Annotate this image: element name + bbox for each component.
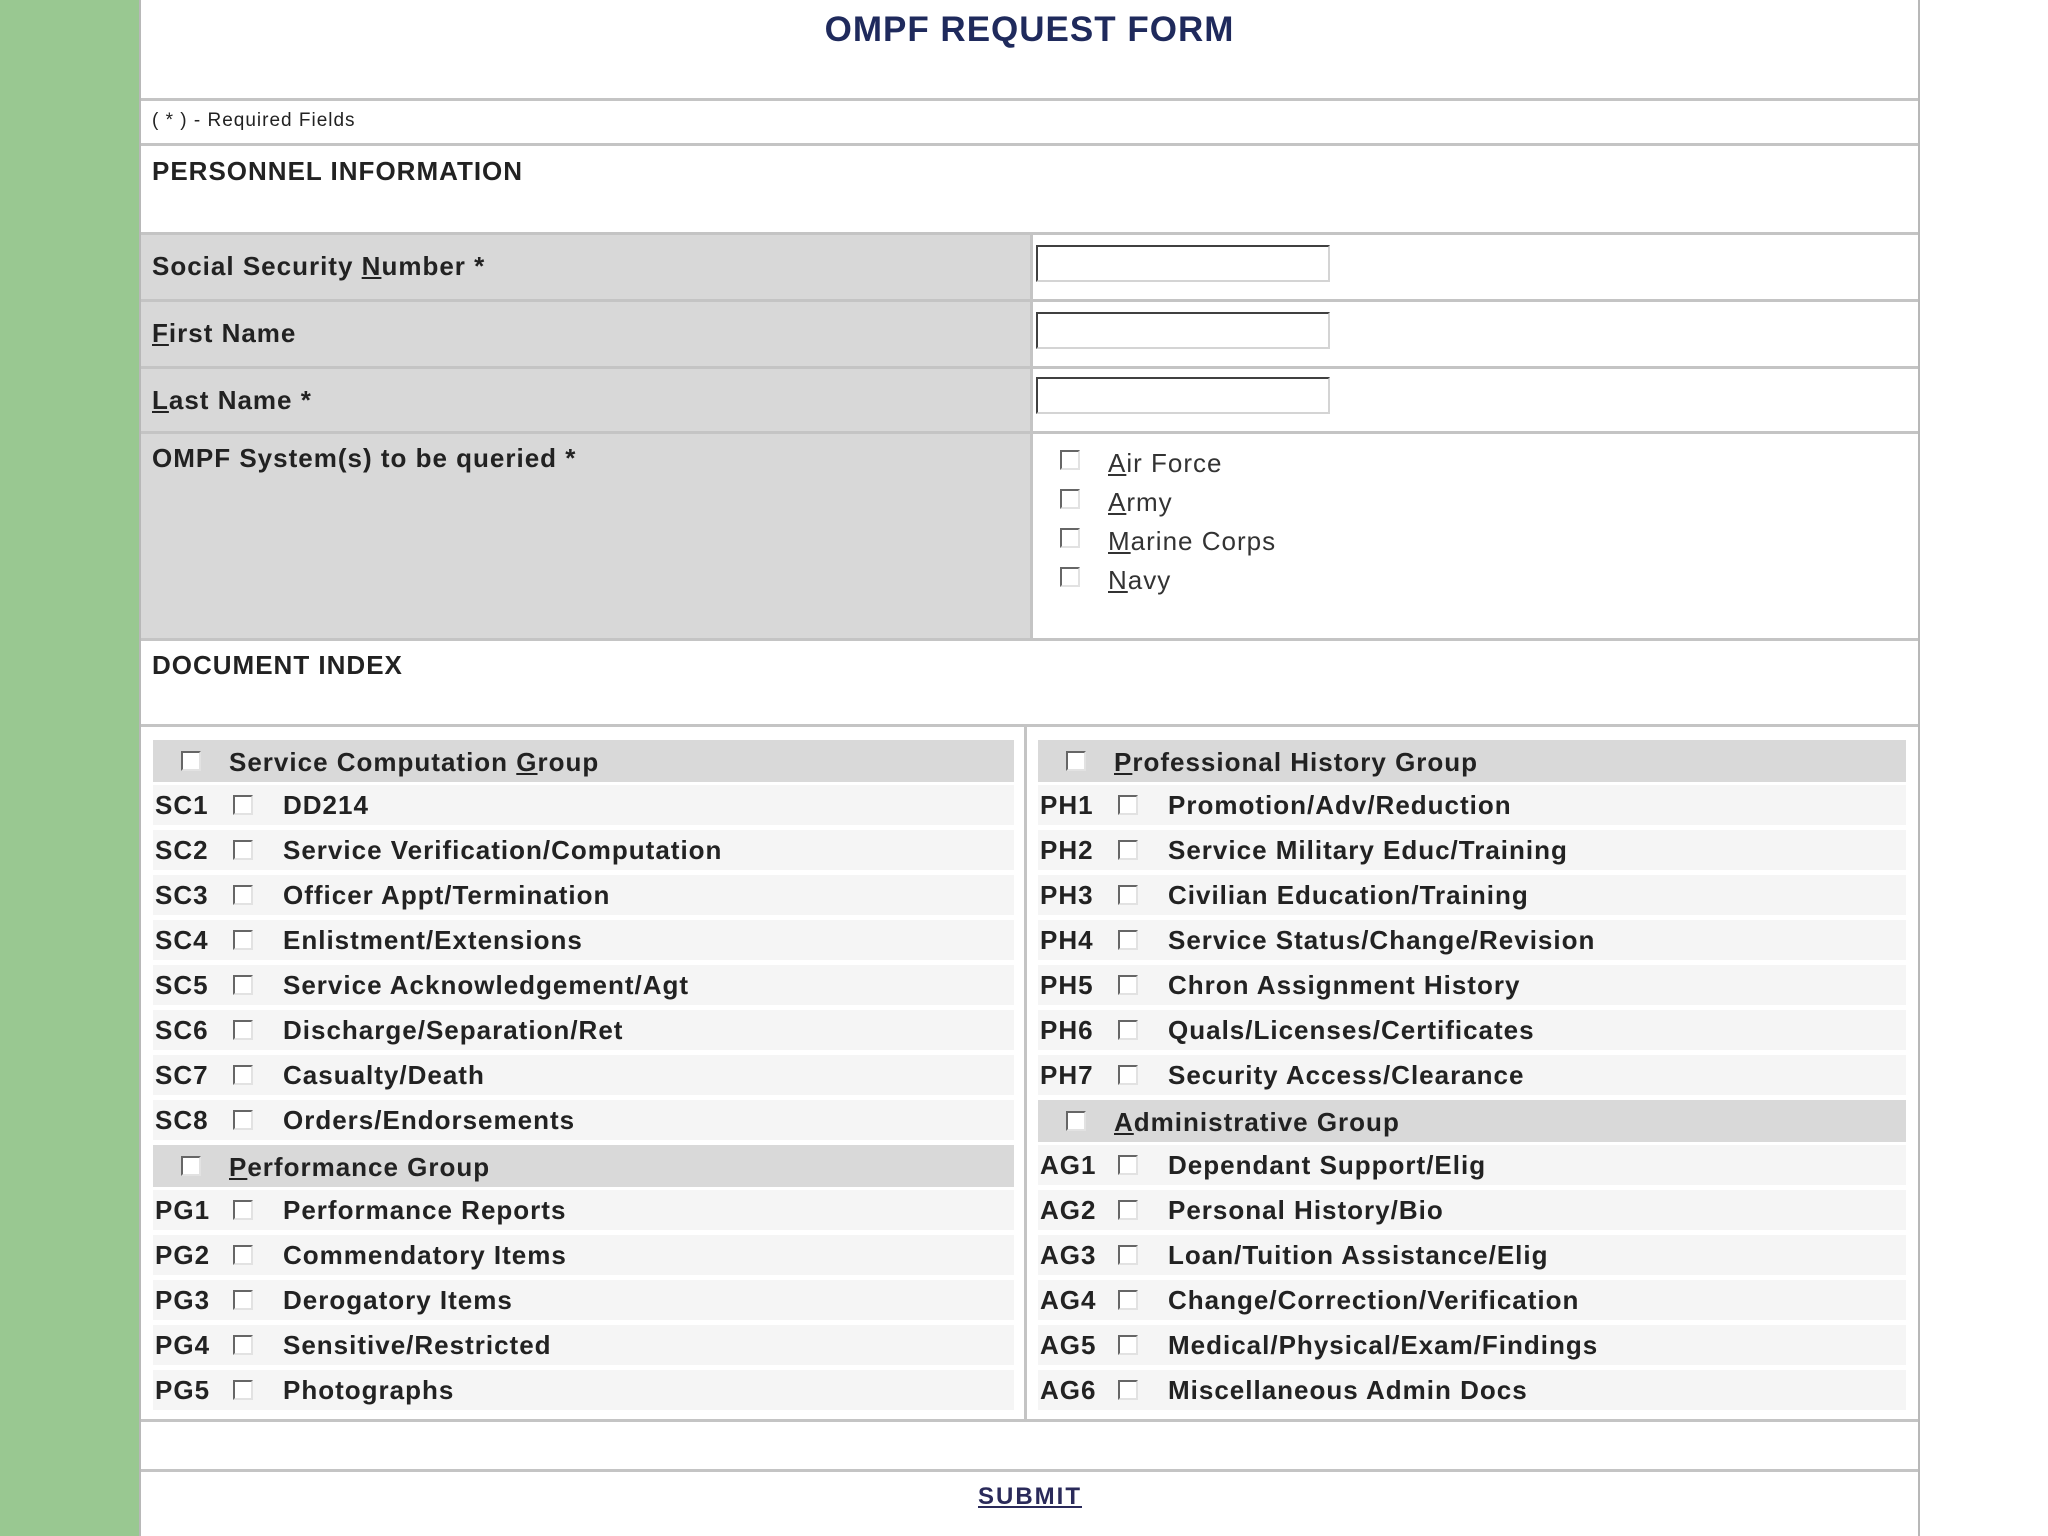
service-item-code: SC5 <box>155 970 209 1000</box>
service-item-checkbox[interactable] <box>233 1110 253 1130</box>
document-index-heading: DOCUMENT INDEX <box>152 650 403 680</box>
column-divider <box>1024 727 1027 1420</box>
army-label[interactable]: Army <box>1108 487 1173 517</box>
admin-item-checkbox[interactable] <box>1118 1155 1138 1175</box>
service-item-checkbox[interactable] <box>233 975 253 995</box>
professional-item-code: PH4 <box>1040 925 1094 955</box>
professional-item-checkbox[interactable] <box>1118 795 1138 815</box>
first-name-label: First Name <box>152 318 297 348</box>
performance-item-code: PG4 <box>155 1330 211 1360</box>
performance-item-checkbox[interactable] <box>233 1290 253 1310</box>
professional-item-label[interactable]: Security Access/Clearance <box>1168 1060 1525 1090</box>
ssn-input[interactable] <box>1036 245 1330 282</box>
left-green-margin <box>0 0 139 1536</box>
professional-history-group-checkbox[interactable] <box>1066 751 1086 771</box>
service-item-checkbox[interactable] <box>233 1020 253 1040</box>
admin-item-code: AG2 <box>1040 1195 1097 1225</box>
service-computation-group-checkbox[interactable] <box>181 751 201 771</box>
admin-item-code: AG6 <box>1040 1375 1097 1405</box>
divider <box>141 366 1918 369</box>
admin-item-checkbox[interactable] <box>1118 1200 1138 1220</box>
admin-item-code: AG3 <box>1040 1240 1097 1270</box>
performance-group-checkbox[interactable] <box>181 1156 201 1176</box>
admin-item-label[interactable]: Loan/Tuition Assistance/Elig <box>1168 1240 1549 1270</box>
performance-item-code: PG5 <box>155 1375 211 1405</box>
submit-button[interactable]: SUBMIT <box>960 1483 1100 1511</box>
professional-item-label[interactable]: Service Military Educ/Training <box>1168 835 1568 865</box>
army-checkbox[interactable] <box>1060 489 1080 509</box>
label-column-background <box>141 235 1030 639</box>
administrative-group-checkbox[interactable] <box>1066 1111 1086 1131</box>
performance-item-checkbox[interactable] <box>233 1200 253 1220</box>
professional-item-checkbox[interactable] <box>1118 1020 1138 1040</box>
divider <box>141 98 1918 101</box>
performance-item-label[interactable]: Photographs <box>283 1375 455 1405</box>
professional-history-group-label[interactable]: Professional History Group <box>1114 747 1479 777</box>
column-divider <box>1030 235 1033 639</box>
marine-corps-checkbox[interactable] <box>1060 528 1080 548</box>
service-item-label[interactable]: Enlistment/Extensions <box>283 925 583 955</box>
professional-item-label[interactable]: Quals/Licenses/Certificates <box>1168 1015 1535 1045</box>
professional-item-checkbox[interactable] <box>1118 1065 1138 1085</box>
admin-item-label[interactable]: Medical/Physical/Exam/Findings <box>1168 1330 1599 1360</box>
service-item-code: SC4 <box>155 925 209 955</box>
performance-item-label[interactable]: Sensitive/Restricted <box>283 1330 552 1360</box>
professional-item-checkbox[interactable] <box>1118 885 1138 905</box>
service-item-code: SC2 <box>155 835 209 865</box>
service-item-code: SC7 <box>155 1060 209 1090</box>
admin-item-checkbox[interactable] <box>1118 1335 1138 1355</box>
divider <box>141 299 1918 302</box>
professional-item-label[interactable]: Civilian Education/Training <box>1168 880 1529 910</box>
air-force-checkbox[interactable] <box>1060 450 1080 470</box>
last-name-label: Last Name * <box>152 385 312 415</box>
first-name-input[interactable] <box>1036 312 1330 349</box>
service-item-label[interactable]: Service Acknowledgement/Agt <box>283 970 690 1000</box>
divider <box>141 143 1918 146</box>
navy-checkbox[interactable] <box>1060 567 1080 587</box>
service-item-code: SC6 <box>155 1015 209 1045</box>
admin-item-code: AG1 <box>1040 1150 1097 1180</box>
service-item-code: SC8 <box>155 1105 209 1135</box>
admin-item-code: AG5 <box>1040 1330 1097 1360</box>
marine-corps-label[interactable]: Marine Corps <box>1108 526 1277 556</box>
service-item-checkbox[interactable] <box>233 795 253 815</box>
administrative-group-label[interactable]: Administrative Group <box>1114 1107 1400 1137</box>
service-item-checkbox[interactable] <box>233 1065 253 1085</box>
service-item-code: SC3 <box>155 880 209 910</box>
performance-item-label[interactable]: Performance Reports <box>283 1195 567 1225</box>
service-item-label[interactable]: DD214 <box>283 790 369 820</box>
service-item-code: SC1 <box>155 790 209 820</box>
professional-item-checkbox[interactable] <box>1118 975 1138 995</box>
professional-item-code: PH6 <box>1040 1015 1094 1045</box>
page-title: OMPF REQUEST FORM <box>824 10 1235 49</box>
divider <box>141 638 1918 641</box>
navy-label[interactable]: Navy <box>1108 565 1172 595</box>
service-item-checkbox[interactable] <box>233 840 253 860</box>
last-name-input[interactable] <box>1036 377 1330 414</box>
divider <box>141 724 1918 727</box>
admin-item-code: AG4 <box>1040 1285 1097 1315</box>
admin-item-checkbox[interactable] <box>1118 1380 1138 1400</box>
professional-item-label[interactable]: Service Status/Change/Revision <box>1168 925 1596 955</box>
professional-item-code: PH5 <box>1040 970 1094 1000</box>
professional-item-checkbox[interactable] <box>1118 930 1138 950</box>
admin-item-label[interactable]: Miscellaneous Admin Docs <box>1168 1375 1528 1405</box>
admin-item-label[interactable]: Personal History/Bio <box>1168 1195 1444 1225</box>
performance-item-checkbox[interactable] <box>233 1335 253 1355</box>
performance-item-code: PG3 <box>155 1285 211 1315</box>
performance-item-checkbox[interactable] <box>233 1380 253 1400</box>
performance-item-label[interactable]: Commendatory Items <box>283 1240 567 1270</box>
ompf-systems-label: OMPF System(s) to be queried * <box>152 443 577 473</box>
service-item-label[interactable]: Officer Appt/Termination <box>283 880 611 910</box>
professional-item-label[interactable]: Chron Assignment History <box>1168 970 1521 1000</box>
professional-item-code: PH1 <box>1040 790 1094 820</box>
service-item-label[interactable]: Orders/Endorsements <box>283 1105 576 1135</box>
personnel-information-heading: PERSONNEL INFORMATION <box>152 156 524 186</box>
performance-item-checkbox[interactable] <box>233 1245 253 1265</box>
service-item-checkbox[interactable] <box>233 885 253 905</box>
service-item-checkbox[interactable] <box>233 930 253 950</box>
professional-item-checkbox[interactable] <box>1118 840 1138 860</box>
professional-item-code: PH3 <box>1040 880 1094 910</box>
divider <box>141 431 1918 434</box>
admin-item-checkbox[interactable] <box>1118 1245 1138 1265</box>
performance-group-label[interactable]: Performance Group <box>229 1152 491 1182</box>
admin-item-checkbox[interactable] <box>1118 1290 1138 1310</box>
divider <box>141 1469 1918 1472</box>
admin-item-label[interactable]: Change/Correction/Verification <box>1168 1285 1580 1315</box>
performance-item-code: PG1 <box>155 1195 211 1225</box>
performance-item-code: PG2 <box>155 1240 211 1270</box>
service-item-label[interactable]: Casualty/Death <box>283 1060 485 1090</box>
service-computation-group-label[interactable]: Service Computation Group <box>229 747 600 777</box>
service-item-label[interactable]: Service Verification/Computation <box>283 835 723 865</box>
professional-item-code: PH2 <box>1040 835 1094 865</box>
divider <box>141 1419 1918 1422</box>
required-fields-note: ( * ) - Required Fields <box>152 110 356 131</box>
professional-item-label[interactable]: Promotion/Adv/Reduction <box>1168 790 1512 820</box>
ssn-label: Social Security Number * <box>152 251 486 281</box>
admin-item-label[interactable]: Dependant Support/Elig <box>1168 1150 1487 1180</box>
air-force-label[interactable]: Air Force <box>1108 448 1223 478</box>
professional-item-code: PH7 <box>1040 1060 1094 1090</box>
service-item-label[interactable]: Discharge/Separation/Ret <box>283 1015 624 1045</box>
performance-item-label[interactable]: Derogatory Items <box>283 1285 513 1315</box>
